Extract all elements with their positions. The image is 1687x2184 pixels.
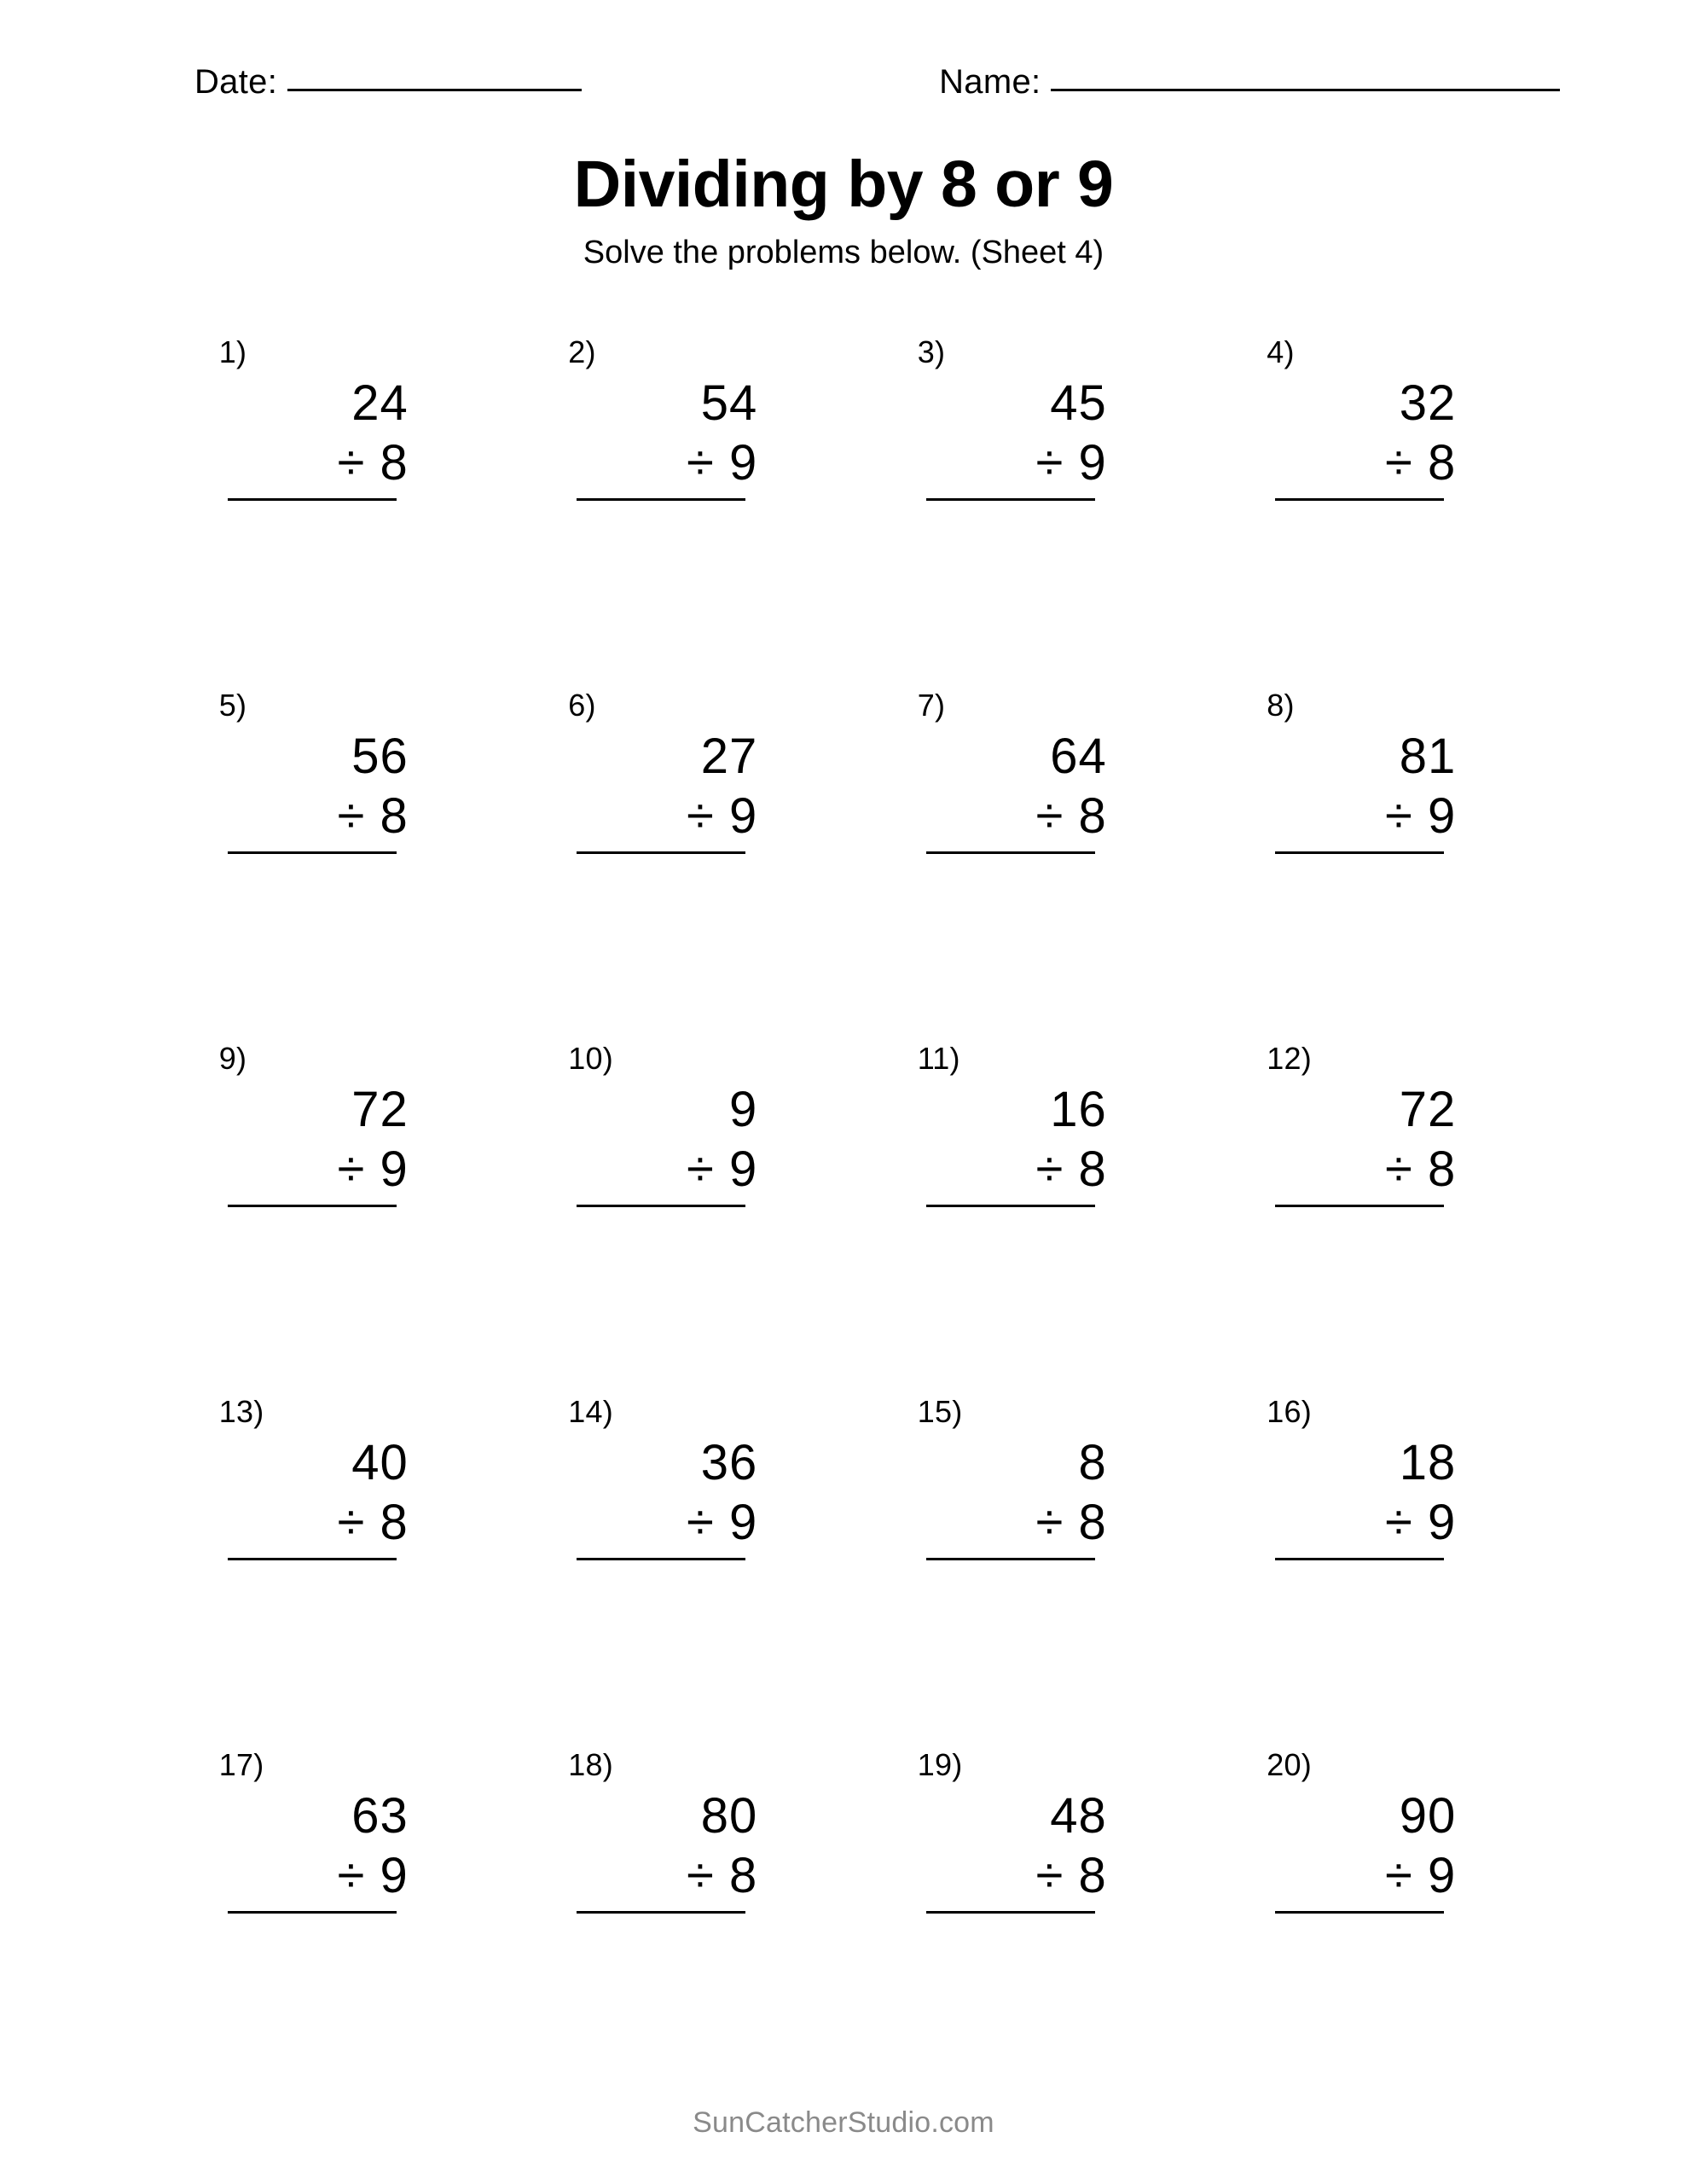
problem-dividend: 72: [351, 1082, 409, 1137]
problem-number: 10): [568, 1041, 613, 1076]
problem-answer-space[interactable]: [913, 854, 1124, 905]
problem-dividend: 8: [1078, 1435, 1107, 1490]
problem-number: 18): [568, 1747, 613, 1782]
problem-item: [1193, 1749, 1543, 2102]
page-subtitle: Solve the problems below. (Sheet 4): [583, 235, 1104, 270]
problem-divisor: ÷ 9: [337, 1848, 409, 1903]
problem-item: [1193, 689, 1543, 1043]
problem-number: 13): [218, 1394, 264, 1429]
problem-number: 11): [917, 1041, 960, 1076]
problem-dividend: 24: [351, 375, 409, 431]
problem-number: 4): [1267, 334, 1295, 369]
problem-dividend: 56: [351, 729, 409, 784]
problem-answer-space[interactable]: [214, 501, 426, 552]
problem-divisor: ÷ 8: [687, 1848, 758, 1903]
problem-number: 14): [568, 1394, 613, 1429]
problem-divisor: ÷ 8: [1035, 1848, 1107, 1903]
problem-grid: [0, 336, 1687, 2102]
name-write-line[interactable]: [1051, 89, 1560, 91]
problem-divisor: ÷ 8: [1035, 1495, 1107, 1550]
problem-dividend: 18: [1399, 1435, 1457, 1490]
problem-dividend: 45: [1050, 375, 1107, 431]
problem-item: [145, 1749, 495, 2102]
problem-divisor: ÷ 9: [687, 1495, 758, 1550]
problem-answer-space[interactable]: [1261, 1914, 1473, 1965]
problem-dividend: 63: [351, 1788, 409, 1844]
problem-dividend: 72: [1399, 1082, 1457, 1137]
problem-item: [145, 1396, 495, 1749]
problem-dividend: 90: [1399, 1788, 1457, 1844]
problem-divisor: ÷ 8: [337, 1495, 409, 1550]
problem-number: 15): [917, 1394, 963, 1429]
problem-divisor: ÷ 9: [1385, 1495, 1457, 1550]
problem-dividend: 32: [1399, 375, 1457, 431]
problem-divisor: ÷ 9: [687, 1141, 758, 1197]
problem-answer-space[interactable]: [913, 1207, 1124, 1258]
problem-number: 19): [917, 1747, 963, 1782]
problem-dividend: 48: [1050, 1788, 1107, 1844]
problem-number: 7): [917, 688, 946, 723]
problem-number: 17): [218, 1747, 264, 1782]
problem-item: [844, 689, 1193, 1043]
problem-answer-space[interactable]: [913, 501, 1124, 552]
date-write-line[interactable]: [287, 89, 582, 91]
name-label: Name:: [939, 63, 1041, 101]
footer-credit: SunCatcherStudio.com: [693, 2106, 994, 2139]
problem-answer-space[interactable]: [214, 854, 426, 905]
problem-number: 8): [1267, 688, 1295, 723]
problem-item: [495, 1749, 844, 2102]
problem-item: [145, 1043, 495, 1396]
problem-divisor: ÷ 8: [1035, 1141, 1107, 1197]
problem-number: 5): [218, 688, 247, 723]
problem-answer-space[interactable]: [1261, 1207, 1473, 1258]
problem-answer-space[interactable]: [563, 1560, 774, 1612]
problem-item: [844, 1043, 1193, 1396]
problem-divisor: ÷ 9: [337, 1141, 409, 1197]
problem-dividend: 64: [1050, 729, 1107, 784]
problem-answer-space[interactable]: [1261, 1560, 1473, 1612]
problem-number: 12): [1267, 1041, 1312, 1076]
problem-item: [844, 1749, 1193, 2102]
problem-answer-space[interactable]: [214, 1560, 426, 1612]
problem-number: 1): [218, 334, 247, 369]
problem-answer-space[interactable]: [913, 1560, 1124, 1612]
problem-number: 2): [568, 334, 596, 369]
problem-item: [844, 1396, 1193, 1749]
problem-divisor: ÷ 8: [337, 435, 409, 491]
problem-answer-space[interactable]: [1261, 501, 1473, 552]
problem-item: [1193, 336, 1543, 689]
problem-item: [145, 336, 495, 689]
problem-item: [1193, 1396, 1543, 1749]
problem-dividend: 54: [700, 375, 758, 431]
problem-dividend: 80: [700, 1788, 758, 1844]
problem-divisor: ÷ 9: [687, 788, 758, 844]
problem-number: 6): [568, 688, 596, 723]
problem-dividend: 81: [1399, 729, 1457, 784]
problem-number: 16): [1267, 1394, 1312, 1429]
problem-item: [145, 689, 495, 1043]
problem-dividend: 16: [1050, 1082, 1107, 1137]
problem-item: [495, 689, 844, 1043]
problem-number: 20): [1267, 1747, 1312, 1782]
problem-divisor: ÷ 8: [337, 788, 409, 844]
problem-divisor: ÷ 9: [1385, 1848, 1457, 1903]
problem-divisor: ÷ 9: [687, 435, 758, 491]
problem-divisor: ÷ 8: [1035, 788, 1107, 844]
date-field-group: [194, 65, 582, 99]
problem-answer-space[interactable]: [1261, 854, 1473, 905]
problem-answer-space[interactable]: [563, 501, 774, 552]
problem-dividend: 40: [351, 1435, 409, 1490]
problem-number: 3): [917, 334, 946, 369]
problem-number: 9): [218, 1041, 247, 1076]
problem-answer-space[interactable]: [214, 1207, 426, 1258]
problem-item: [495, 1043, 844, 1396]
problem-dividend: 36: [700, 1435, 758, 1490]
problem-divisor: ÷ 8: [1385, 1141, 1457, 1197]
problem-dividend: 9: [728, 1082, 758, 1137]
problem-answer-space[interactable]: [214, 1914, 426, 1965]
problem-divisor: ÷ 8: [1385, 435, 1457, 491]
problem-answer-space[interactable]: [913, 1914, 1124, 1965]
worksheet-header: [0, 0, 1687, 99]
problem-item: [1193, 1043, 1543, 1396]
page-title: Dividing by 8 or 9: [573, 148, 1114, 221]
problem-divisor: ÷ 9: [1385, 788, 1457, 844]
date-label: Date:: [194, 63, 278, 101]
problem-answer-space[interactable]: [563, 1914, 774, 1965]
problem-answer-space[interactable]: [563, 1207, 774, 1258]
problem-item: [844, 336, 1193, 689]
problem-item: [495, 1396, 844, 1749]
problem-answer-space[interactable]: [563, 854, 774, 905]
problem-divisor: ÷ 9: [1035, 435, 1107, 491]
problem-item: [495, 336, 844, 689]
problem-dividend: 27: [700, 729, 758, 784]
name-field-group: [939, 65, 1560, 99]
